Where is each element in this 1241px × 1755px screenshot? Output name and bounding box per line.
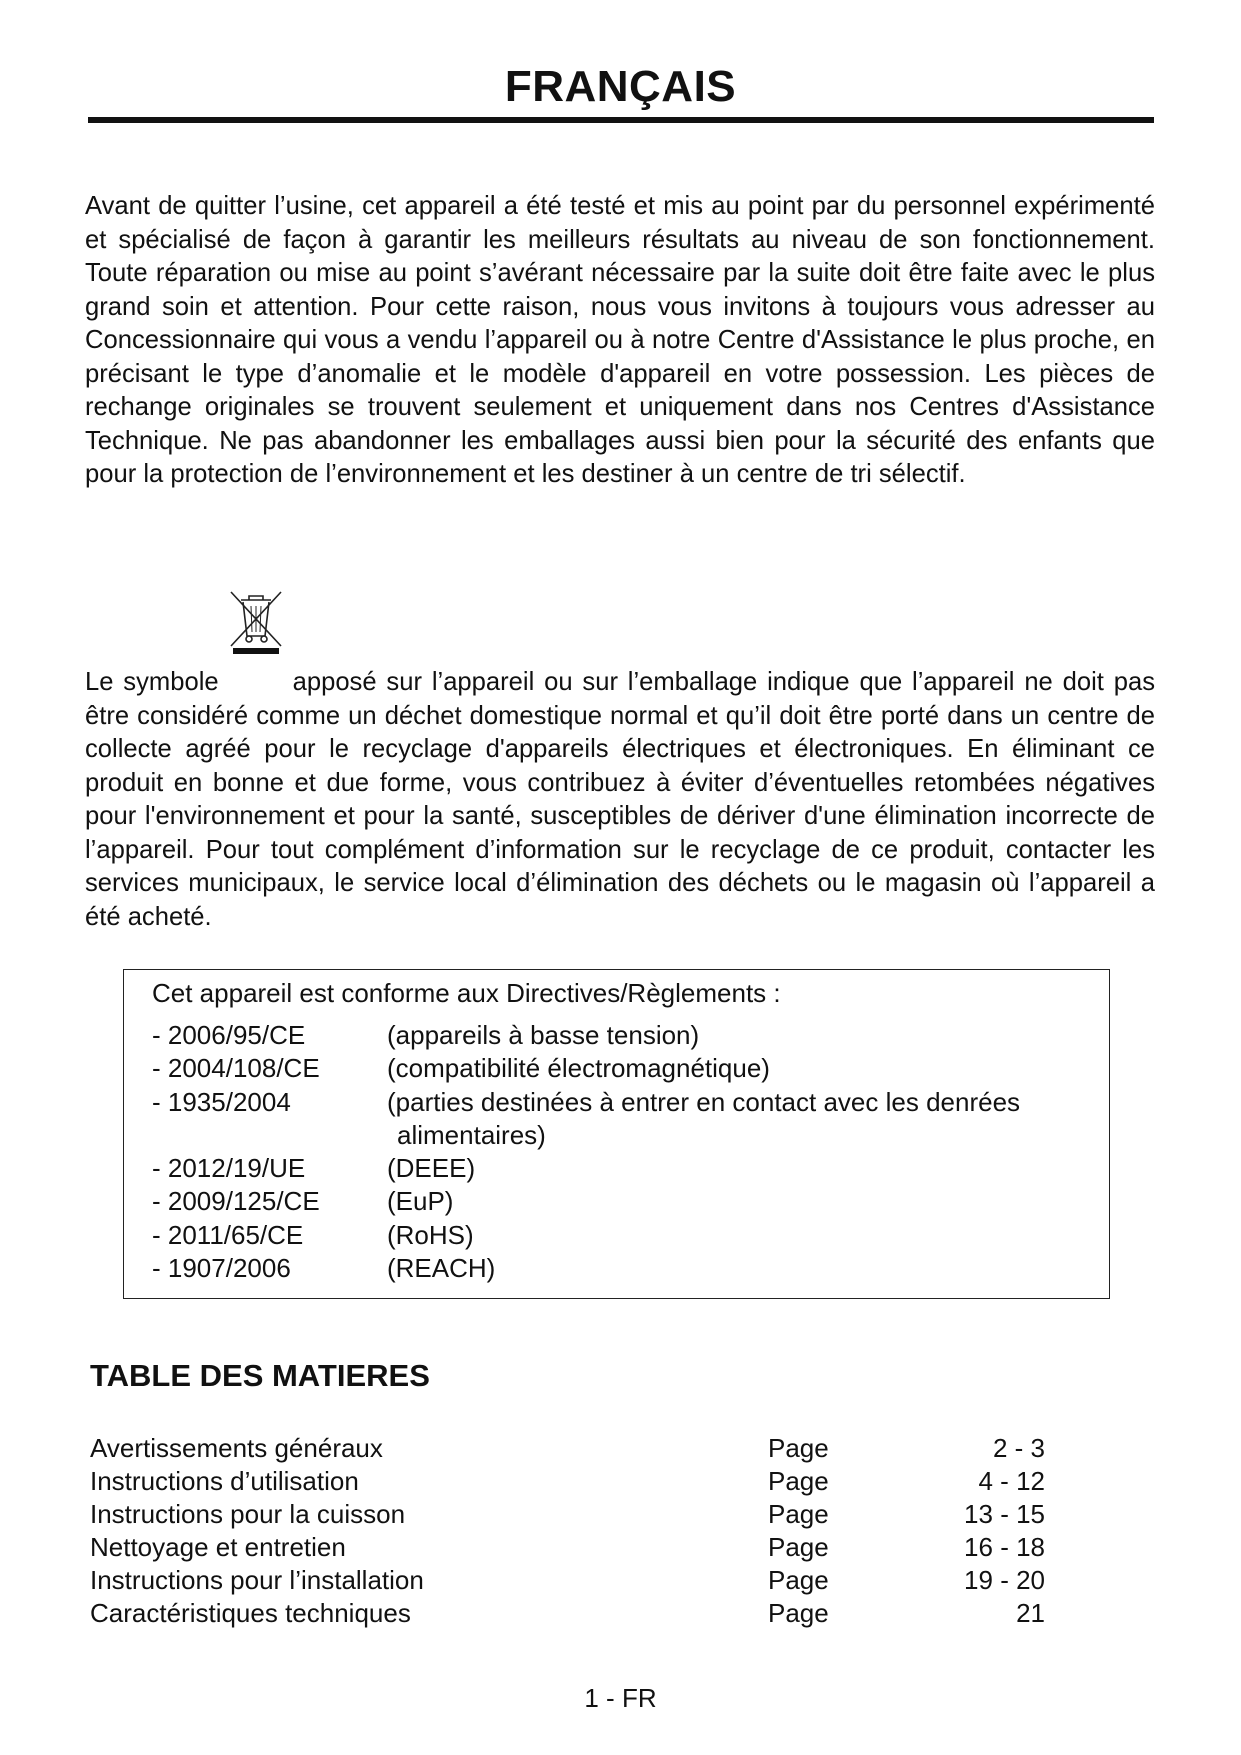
directive-desc: (REACH) — [387, 1253, 496, 1283]
toc-page-word: Page — [768, 1565, 829, 1595]
toc-row — [90, 1465, 1045, 1498]
toc-row — [90, 1597, 1045, 1630]
directives-heading: Cet appareil est conforme aux Directives/Règlements : — [152, 978, 781, 1008]
toc-row — [90, 1531, 1045, 1564]
intro-paragraph: Avant de quitter l’usine, cet appareil a été testé et mis au point par du personnel expérimenté et spécialisé de façon à garantir les meilleurs résultats au niveau de son fonctionnement. Toute réparation ou mise au point s’avérant nécessaire par la suite doit être faite avec le plus grand soin et attention. Pour cette raison, nous vous invitons à toujours vous adresser au Concessionnaire qui vous a vendu l’appareil ou à notre Centre d'Assistance le plus proche, en précisant le type d’anomalie et le modèle d'appareil en votre possession. Les pièces de rechange originales se trouvent seulement et uniquement dans nos Centres d'Assistance Technique. Ne pas abandonner les emballages aussi bien pour la sécurité des enfants que pour la protection de l’environnement et les destiner à un centre de tri sélectif. — [85, 192, 1155, 488]
page-title: FRANÇAIS — [504, 62, 737, 111]
toc-label: Nettoyage et entretien — [90, 1532, 346, 1562]
crossed-out-wheelie-bin-icon — [225, 630, 285, 696]
toc-page-word: Page — [768, 1598, 829, 1628]
directive-code: - 2012/19/UE — [152, 1153, 306, 1183]
toc-page-range: 21 — [1016, 1598, 1045, 1628]
toc-row — [90, 1498, 1045, 1531]
toc-label: Instructions pour l’installation — [90, 1565, 424, 1595]
toc-page-word: Page — [768, 1466, 829, 1496]
toc-label: Caractéristiques techniques — [90, 1598, 411, 1628]
weee-paragraph — [85, 630, 1155, 934]
weee-text-before: Le symbole — [85, 668, 219, 696]
directives-box — [123, 969, 1110, 1299]
weee-text-after: apposé sur l’appareil ou sur l’emballage indique que l’appareil ne doit pas être considéré comme un déchet domestique normal et qu’il doit être porté dans un centre de collecte agréé pour le recyclage d'appareils électriques et électroniques. En éliminant ce produit en bonne et due forme, vous contribuez à éviter d’éventuelles retombées négatives pour l'environnement et pour la santé, susceptibles de dériver d'une élimination incorrecte de l’appareil. Pour tout complément d’information sur le recyclage de ce produit, contacter les services municipaux, le service local d’élimination des déchets ou le magasin où l’appareil a été acheté. — [85, 668, 1155, 931]
directive-code: - 2004/108/CE — [152, 1053, 320, 1083]
directive-code: - 2011/65/CE — [152, 1220, 304, 1250]
toc-row — [90, 1432, 1045, 1465]
directive-desc: (EuP) — [387, 1186, 454, 1216]
toc-page-range: 13 - 15 — [964, 1499, 1045, 1529]
toc-label: Instructions pour la cuisson — [90, 1499, 406, 1529]
directive-desc: (RoHS) — [387, 1220, 474, 1250]
toc-page-range: 19 - 20 — [964, 1565, 1045, 1595]
directive-desc: (parties destinées à entrer en contact avec les denrées — [387, 1087, 1021, 1117]
toc-page-range: 4 - 12 — [978, 1466, 1045, 1496]
toc-row — [90, 1564, 1045, 1597]
directive-code: - 2006/95/CE — [152, 1020, 306, 1050]
page-number: 1 - FR — [584, 1683, 657, 1713]
directive-code: - 2009/125/CE — [152, 1186, 320, 1216]
toc-title: TABLE DES MATIERES — [90, 1358, 430, 1393]
directive-desc: (DEEE) — [387, 1153, 476, 1183]
directive-desc-continuation: alimentaires) — [397, 1120, 546, 1150]
toc-label: Instructions d’utilisation — [90, 1466, 359, 1496]
title-underline — [88, 117, 1154, 123]
toc-page-word: Page — [768, 1499, 829, 1529]
directive-code: - 1907/2006 — [152, 1253, 291, 1283]
directive-desc: (appareils à basse tension) — [387, 1020, 700, 1050]
toc-page-range: 16 - 18 — [964, 1532, 1045, 1562]
directive-desc: (compatibilité électromagnétique) — [387, 1053, 770, 1083]
toc-page-word: Page — [768, 1532, 829, 1562]
toc-label: Avertissements généraux — [90, 1433, 383, 1463]
directive-code: - 1935/2004 — [152, 1087, 291, 1117]
toc-page-word: Page — [768, 1433, 829, 1463]
toc-page-range: 2 - 3 — [992, 1433, 1045, 1463]
